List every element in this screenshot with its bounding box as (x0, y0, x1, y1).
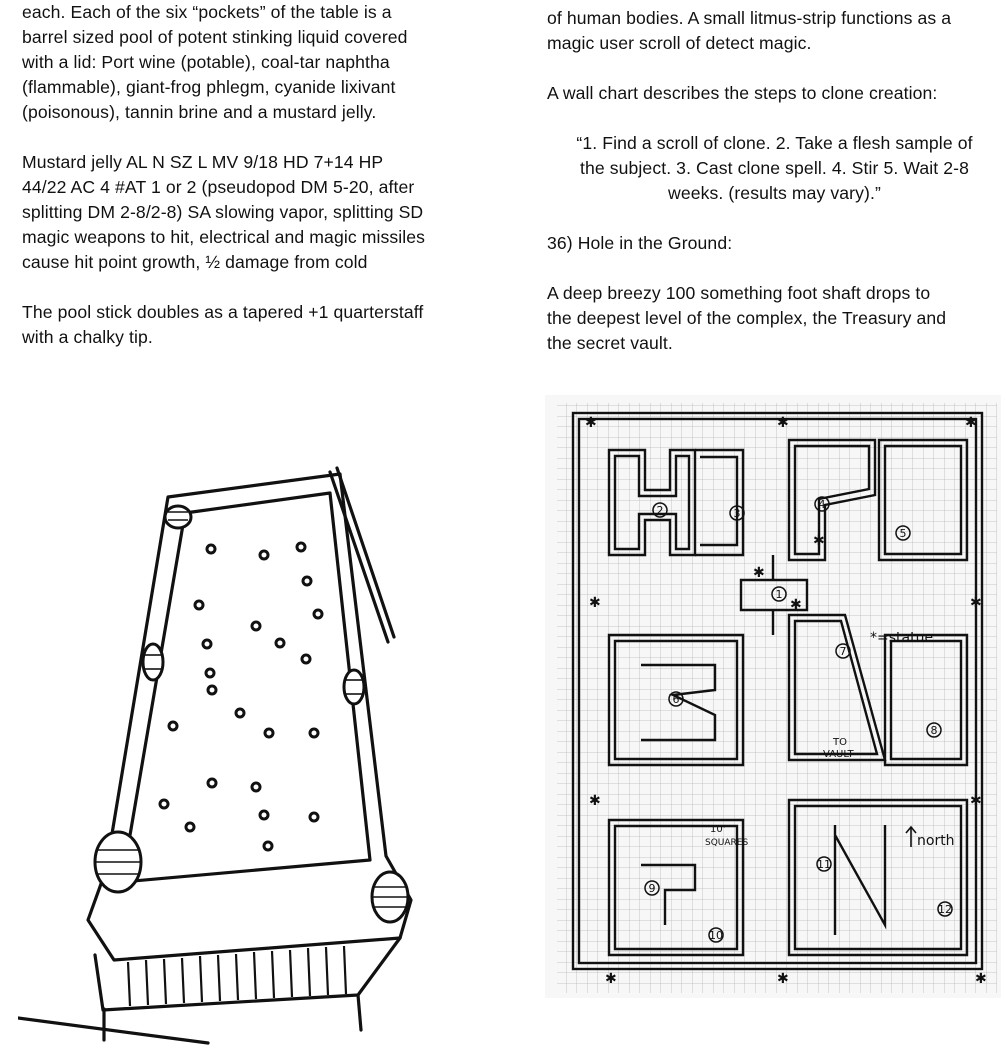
quote-line: the subject. 3. Cast clone spell. 4. Stir 5. Wait 2-8 (580, 158, 969, 178)
text-line: splitting DM 2-8/2-8) SA slowing vapor, splitting SD (22, 202, 424, 222)
to-vault-label: VAULT (823, 749, 854, 760)
svg-text:3: 3 (733, 507, 741, 520)
quote-line: weeks. (results may vary).” (668, 183, 881, 203)
text-line: 44/22 AC 4 #AT 1 or 2 (pseudopod DM 5-20, after (22, 177, 415, 197)
scale-label: 10' (710, 824, 726, 835)
text-line: the deepest level of the complex, the Treasury and (547, 308, 947, 328)
svg-text:5: 5 (899, 527, 907, 540)
pool-table-sketch (18, 390, 498, 1045)
svg-text:8: 8 (930, 724, 938, 737)
svg-text:1: 1 (775, 588, 783, 601)
room-marker (709, 928, 723, 942)
svg-text:✱: ✱ (970, 595, 982, 611)
pocket (165, 506, 191, 528)
svg-text:✱: ✱ (777, 971, 789, 987)
section-heading: 36) Hole in the Ground: (547, 233, 733, 253)
pocket (344, 670, 364, 704)
quote-line: “1. Find a scroll of clone. 2. Take a flesh sample of (576, 133, 973, 153)
text-line: barrel sized pool of potent stinking liquid covered (22, 27, 408, 47)
svg-text:✱: ✱ (585, 415, 597, 431)
left-column (22, 0, 482, 350)
room-marker (817, 857, 831, 871)
svg-text:✱: ✱ (605, 971, 617, 987)
svg-text:11: 11 (817, 858, 831, 871)
text-line: (flammable), giant-frog phlegm, cyanide lixivant (22, 77, 396, 97)
text-line: the secret vault. (547, 333, 673, 353)
svg-text:✱: ✱ (589, 595, 601, 611)
svg-text:4: 4 (818, 498, 826, 511)
svg-text:10: 10 (709, 929, 723, 942)
text-line: magic user scroll of detect magic. (547, 33, 812, 53)
svg-text:✱: ✱ (790, 597, 802, 613)
svg-text:✱: ✱ (753, 565, 765, 581)
scale-label: SQUARES (705, 838, 749, 848)
dungeon-map (545, 395, 1001, 998)
north-label: north (917, 833, 955, 849)
text-line: with a chalky tip. (22, 327, 153, 347)
svg-text:12: 12 (938, 903, 952, 916)
text-line: of human bodies. A small litmus-strip functions as a (547, 8, 952, 28)
svg-text:✱: ✱ (975, 971, 987, 987)
svg-text:✱: ✱ (589, 793, 601, 809)
text-line: each. Each of the six “pockets” of the table is a (22, 2, 392, 22)
svg-text:7: 7 (839, 645, 847, 658)
text-line: (poisonous), tannin brine and a mustard jelly. (22, 102, 377, 122)
text-line: Mustard jelly AL N SZ L MV 9/18 HD 7+14 HP (22, 152, 384, 172)
to-vault-label: TO (833, 737, 847, 748)
svg-text:✱: ✱ (965, 415, 977, 431)
text-line: magic weapons to hit, electrical and magic missiles (22, 227, 426, 247)
room-marker (938, 902, 952, 916)
svg-text:2: 2 (656, 504, 664, 517)
svg-text:✱: ✱ (813, 533, 825, 549)
text-line: with a lid: Port wine (potable), coal-tar naphtha (22, 52, 390, 72)
svg-text:9: 9 (648, 882, 656, 895)
text-line: A deep breezy 100 something foot shaft drops to (547, 283, 931, 303)
svg-text:✱: ✱ (777, 415, 789, 431)
svg-text:✱: ✱ (970, 793, 982, 809)
right-column (547, 6, 1002, 356)
svg-text:6: 6 (672, 693, 680, 706)
statue-legend: *=statue (870, 630, 934, 646)
text-line: A wall chart describes the steps to clone creation: (547, 83, 938, 103)
text-line: The pool stick doubles as a tapered +1 quarterstaff (22, 302, 424, 322)
pocket (143, 644, 163, 680)
text-line: cause hit point growth, ½ damage from cold (22, 252, 368, 272)
